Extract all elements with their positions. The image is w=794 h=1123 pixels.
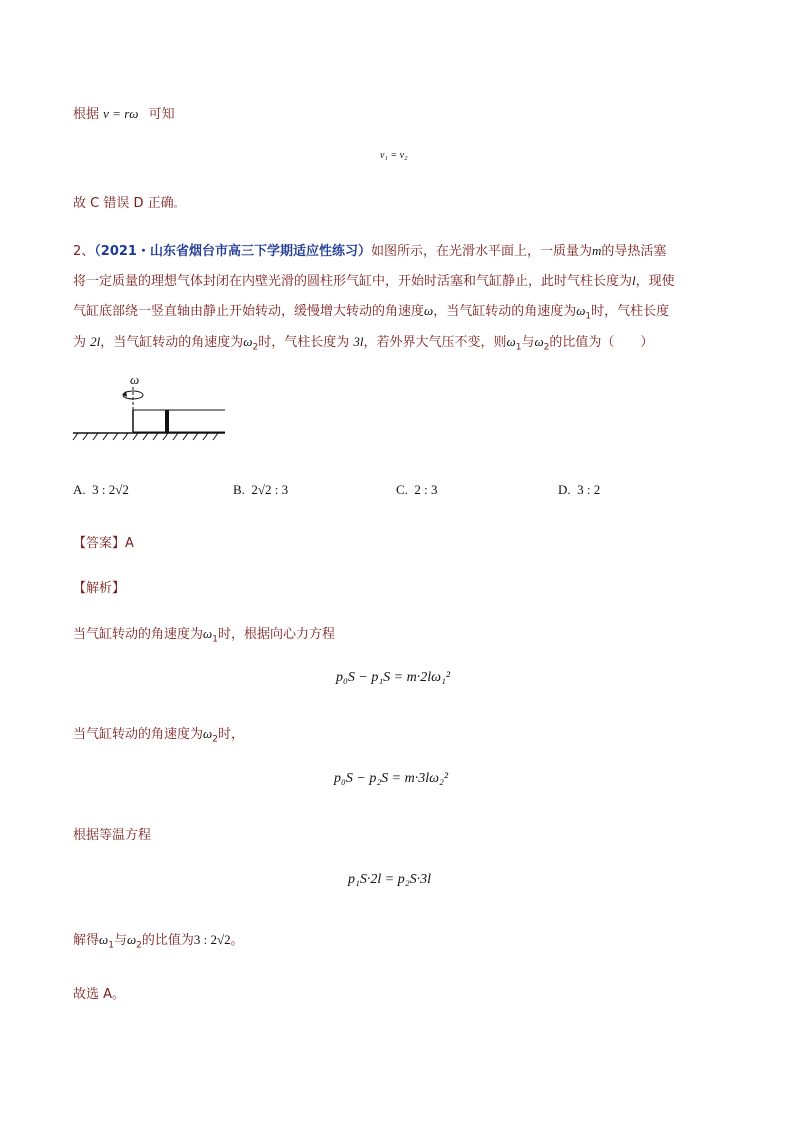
equation-1: p₀S − p₁S = m·2lω₁²	[336, 670, 451, 685]
equation-3: p₁S·2l = p₂S·3l	[348, 872, 431, 887]
equation-v1-equals-v2: v₁ = v₂	[380, 150, 408, 161]
prev-line-1: 根据 v = rω 可知	[73, 106, 175, 122]
option-d: D. 3 : 2	[558, 482, 601, 497]
question-line-1: 2、（2021・山东省烟台市高三下学期适应性练习）如图所示，在光滑水平面上，一质量为m的导热活塞	[73, 243, 667, 259]
answer-value: A	[125, 536, 134, 551]
formula-v-equals-r-omega: v = rω	[103, 106, 139, 121]
analysis-step-4: 解得$\omega_1$与$\omega_2$的比值为3 : 2√2。	[73, 932, 244, 951]
question-line-3: 气缸底部绕一竖直轴由静止开始转动，缓慢增大转动的角速度ω，当气缸转动的角速度为$\omega_1$时，气柱长度	[73, 303, 670, 322]
equation-2: p₀S − p₂S = m·3lω₂²	[334, 771, 449, 786]
cylinder-figure	[70, 370, 235, 442]
analysis-step-2: 当气缸转动的角速度为$\omega_2$时，	[73, 726, 244, 745]
option-c: C. 2 : 3	[396, 482, 438, 497]
question-line-2: 将一定质量的理想气体封闭在内壁光滑的圆柱形气缸中，开始时活塞和气缸静止，此时气柱长度为l，现使	[73, 273, 675, 289]
question-line-4: 为 2l，当气缸转动的角速度为$\omega_2$时，气柱长度为 3l，若外界大气压不变，则$\omega_1$与$\omega_2$的比值为（ ）	[73, 334, 654, 353]
piston	[165, 410, 169, 432]
question-source: （2021・山东省烟台市高三下学期适应性练习）	[94, 244, 371, 259]
figure-omega-label: ω	[130, 372, 140, 387]
answer-label: 【答案】	[73, 536, 126, 551]
question-number: 2、	[73, 244, 95, 259]
option-a: A. 3 : 2√2	[73, 482, 129, 497]
option-b: B. 2√2 : 3	[233, 482, 289, 497]
ratio-result: 3 : 2√2	[193, 932, 231, 947]
analysis-final: 故选 A。	[73, 987, 126, 1002]
prev-conclusion: 故 C 错误 D 正确。	[73, 196, 184, 211]
analysis-step-1: 当气缸转动的角速度为$\omega_1$时，根据向心力方程	[73, 626, 335, 645]
ground-hatching	[73, 433, 218, 440]
analysis-step-3: 根据等温方程	[73, 828, 152, 843]
analysis-label: 【解析】	[73, 581, 126, 596]
answer-line	[73, 532, 134, 551]
